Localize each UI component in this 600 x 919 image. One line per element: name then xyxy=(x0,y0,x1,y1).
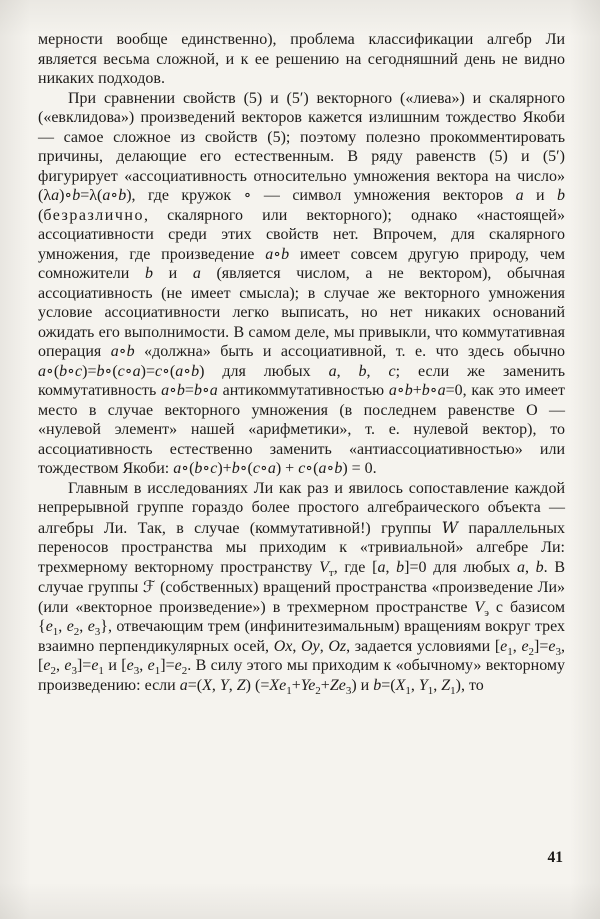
paragraph-lie-algebra: Главным в исследованиях Ли как раз и явилось сопоставление каждой непрерывной группе гораздо более простого алгебраического объекта — алгебры Ли. Так, в случае (коммутативной!) группы W параллельных переносов пространства мы приходим к «тривиальной» алгебре Ли: трехмерному векторному пространству $V_т$, где [a, b]=0 для любых a, b. В случае группы ℱ (собственных) вращений пространства «произведение Ли» (или «векторное произведение») в трехмерном пространстве $V_э$ с базисом {$e_1$, $e_2$, $e_3$}, отвечающим трем (инфинитезимальным) вращениям вокруг трех взаимно перпендикулярных осей, Ox, Oy, Oz, задается условиями [$e_1$, $e_2]=e_3$, [$e_2$, $e_3]=e_1$ и [$e_3$, $e_1]=e_2$. В силу этого мы приходим к «обычному» векторному произведению: если a=(X, Y, Z) $(=Xe_1+Ye_2+Ze_3)$ и $b=(X_1$, $Y_1$, $Z_1$), то xyxy=(38,479,566,697)
paragraph-continuation: мерности вообще единственно), проблема классификации алгебр Ли является весьма сложной, и к ее решению на сегодняшний день не видно никаких подходов. xyxy=(38,31,565,87)
paragraph-jacobi-identity: При сравнении свойств (5) и (5′) векторного («лиева») и скалярного («евклидова») произведений векторов кажется излишним тождество Якоби — самое сложное из свойств (5); поэтому полезно прокомментировать причины, делающие его естественным. В ряду равенств (5) и (5′) фигурирует «ассоциативность относительно умножения вектора на число» (λa)∘b=λ(a∘b), где кружок ∘ — символ умножения векторов a и b (безразлично, скалярного или векторного); однако «настоящей» ассоциативности среди этих свойств нет. Впрочем, для скалярного умножения, где произведение a∘b имеет совсем другую природу, чем сомножители b и a (является числом, а не вектором), обычная ассоциативность (не имеет смысла); в случае же векторного умножения условие ассоциативности легко выписать, но нет никаких оснований ожидать его выполнимости. В самом деле, мы привыкли, что коммутативная операция a∘b «должна» быть и ассоциативной, т. е. что здесь обычно a∘(b∘c)=b∘(c∘a)=c∘(a∘b) для любых a, b, c; если же заменить коммутативность a∘b=b∘a антикоммутативностью a∘b+b∘a=0, как это имеет место в случае векторного умножения (в последнем равенстве О — «нулевой элемент» нашей «арифметики», т. е. нулевой вектор), то ассоциативность естественно заменить «антиассоциативностью» или тождеством Якоби: a∘(b∘c)+b∘(c∘a) + c∘(a∘b) = 0. xyxy=(38,89,566,477)
body-text xyxy=(38,30,565,695)
page-number: 41 xyxy=(547,848,563,866)
